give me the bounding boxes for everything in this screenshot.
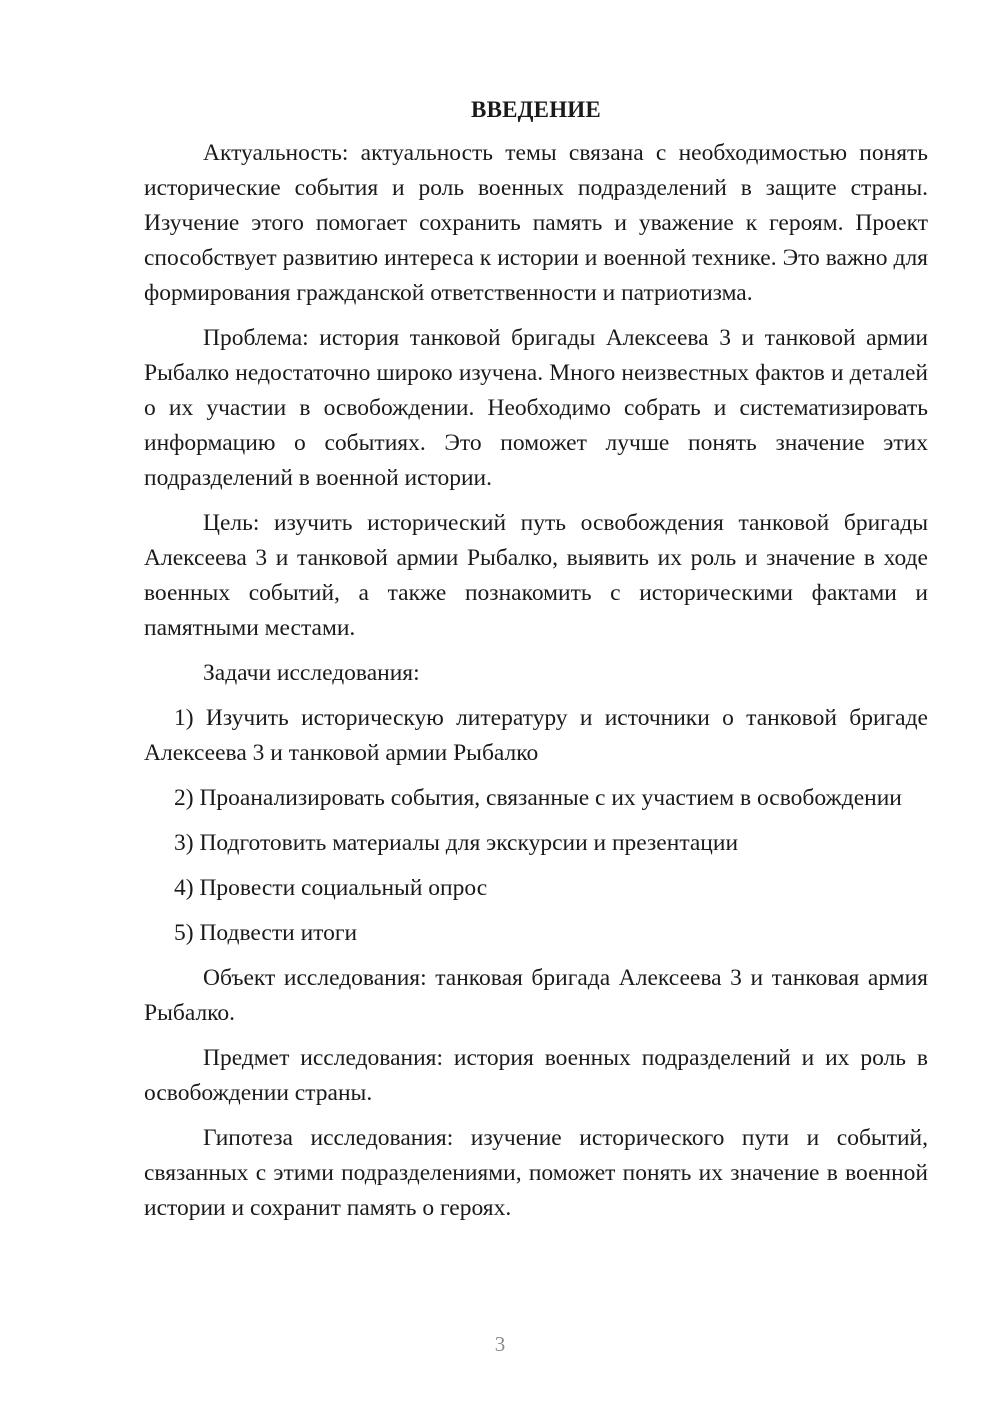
goal-paragraph: Цель: изучить исторический путь освобождения танковой бригады Алексеева 3 и танковой армии Рыбалко, выявить их роль и значение в ходе военных событий, а также познакомить с историческими фактами и памятными местами. [144, 510, 928, 641]
task-item: 2) Проанализировать события, связанные с их участием в освобождении [174, 785, 902, 811]
task-item: 5) Подвести итоги [174, 920, 358, 946]
task-item: 1) Изучить историческую литературу и источники о танковой бригаде Алексеева 3 и танковой армии Рыбалко [144, 705, 928, 766]
page-number: 3 [494, 1332, 506, 1356]
tasks-list [144, 701, 928, 951]
section-heading: ВВЕДЕНИЕ [471, 97, 601, 122]
document-body [144, 92, 928, 1236]
hypothesis-paragraph: Гипотеза исследования: изучение исторического пути и событий, связанных с этими подразделениями, поможет понять их значение в военной истории и сохранит память о героях. [144, 1125, 928, 1221]
problem-paragraph: Проблема: история танковой бригады Алексеева 3 и танковой армии Рыбалко недостаточно широко изучена. Много неизвестных фактов и деталей о их участии в освобождении. Необходимо собрать и систематизировать информацию о событиях. Это поможет лучше понять значение этих подразделений в военной истории. [144, 325, 928, 491]
tasks-heading: Задачи исследования: [203, 660, 420, 686]
task-item: 3) Подготовить материалы для экскурсии и презентации [174, 830, 739, 856]
subject-paragraph: Предмет исследования: история военных подразделений и их роль в освобождении страны. [144, 1045, 928, 1106]
relevance-paragraph: Актуальность: актуальность темы связана с необходимостью понять исторические события и роль военных подразделений в защите страны. Изучение этого помогает сохранить память и уважение к героям. Проект способствует развитию интереса к истории и военной технике. Это важно для формирования гражданской ответственности и патриотизма. [144, 140, 928, 306]
object-paragraph: Объект исследования: танковая бригада Алексеева 3 и танковая армия Рыбалко. [144, 965, 928, 1026]
task-item: 4) Провести социальный опрос [174, 875, 488, 901]
